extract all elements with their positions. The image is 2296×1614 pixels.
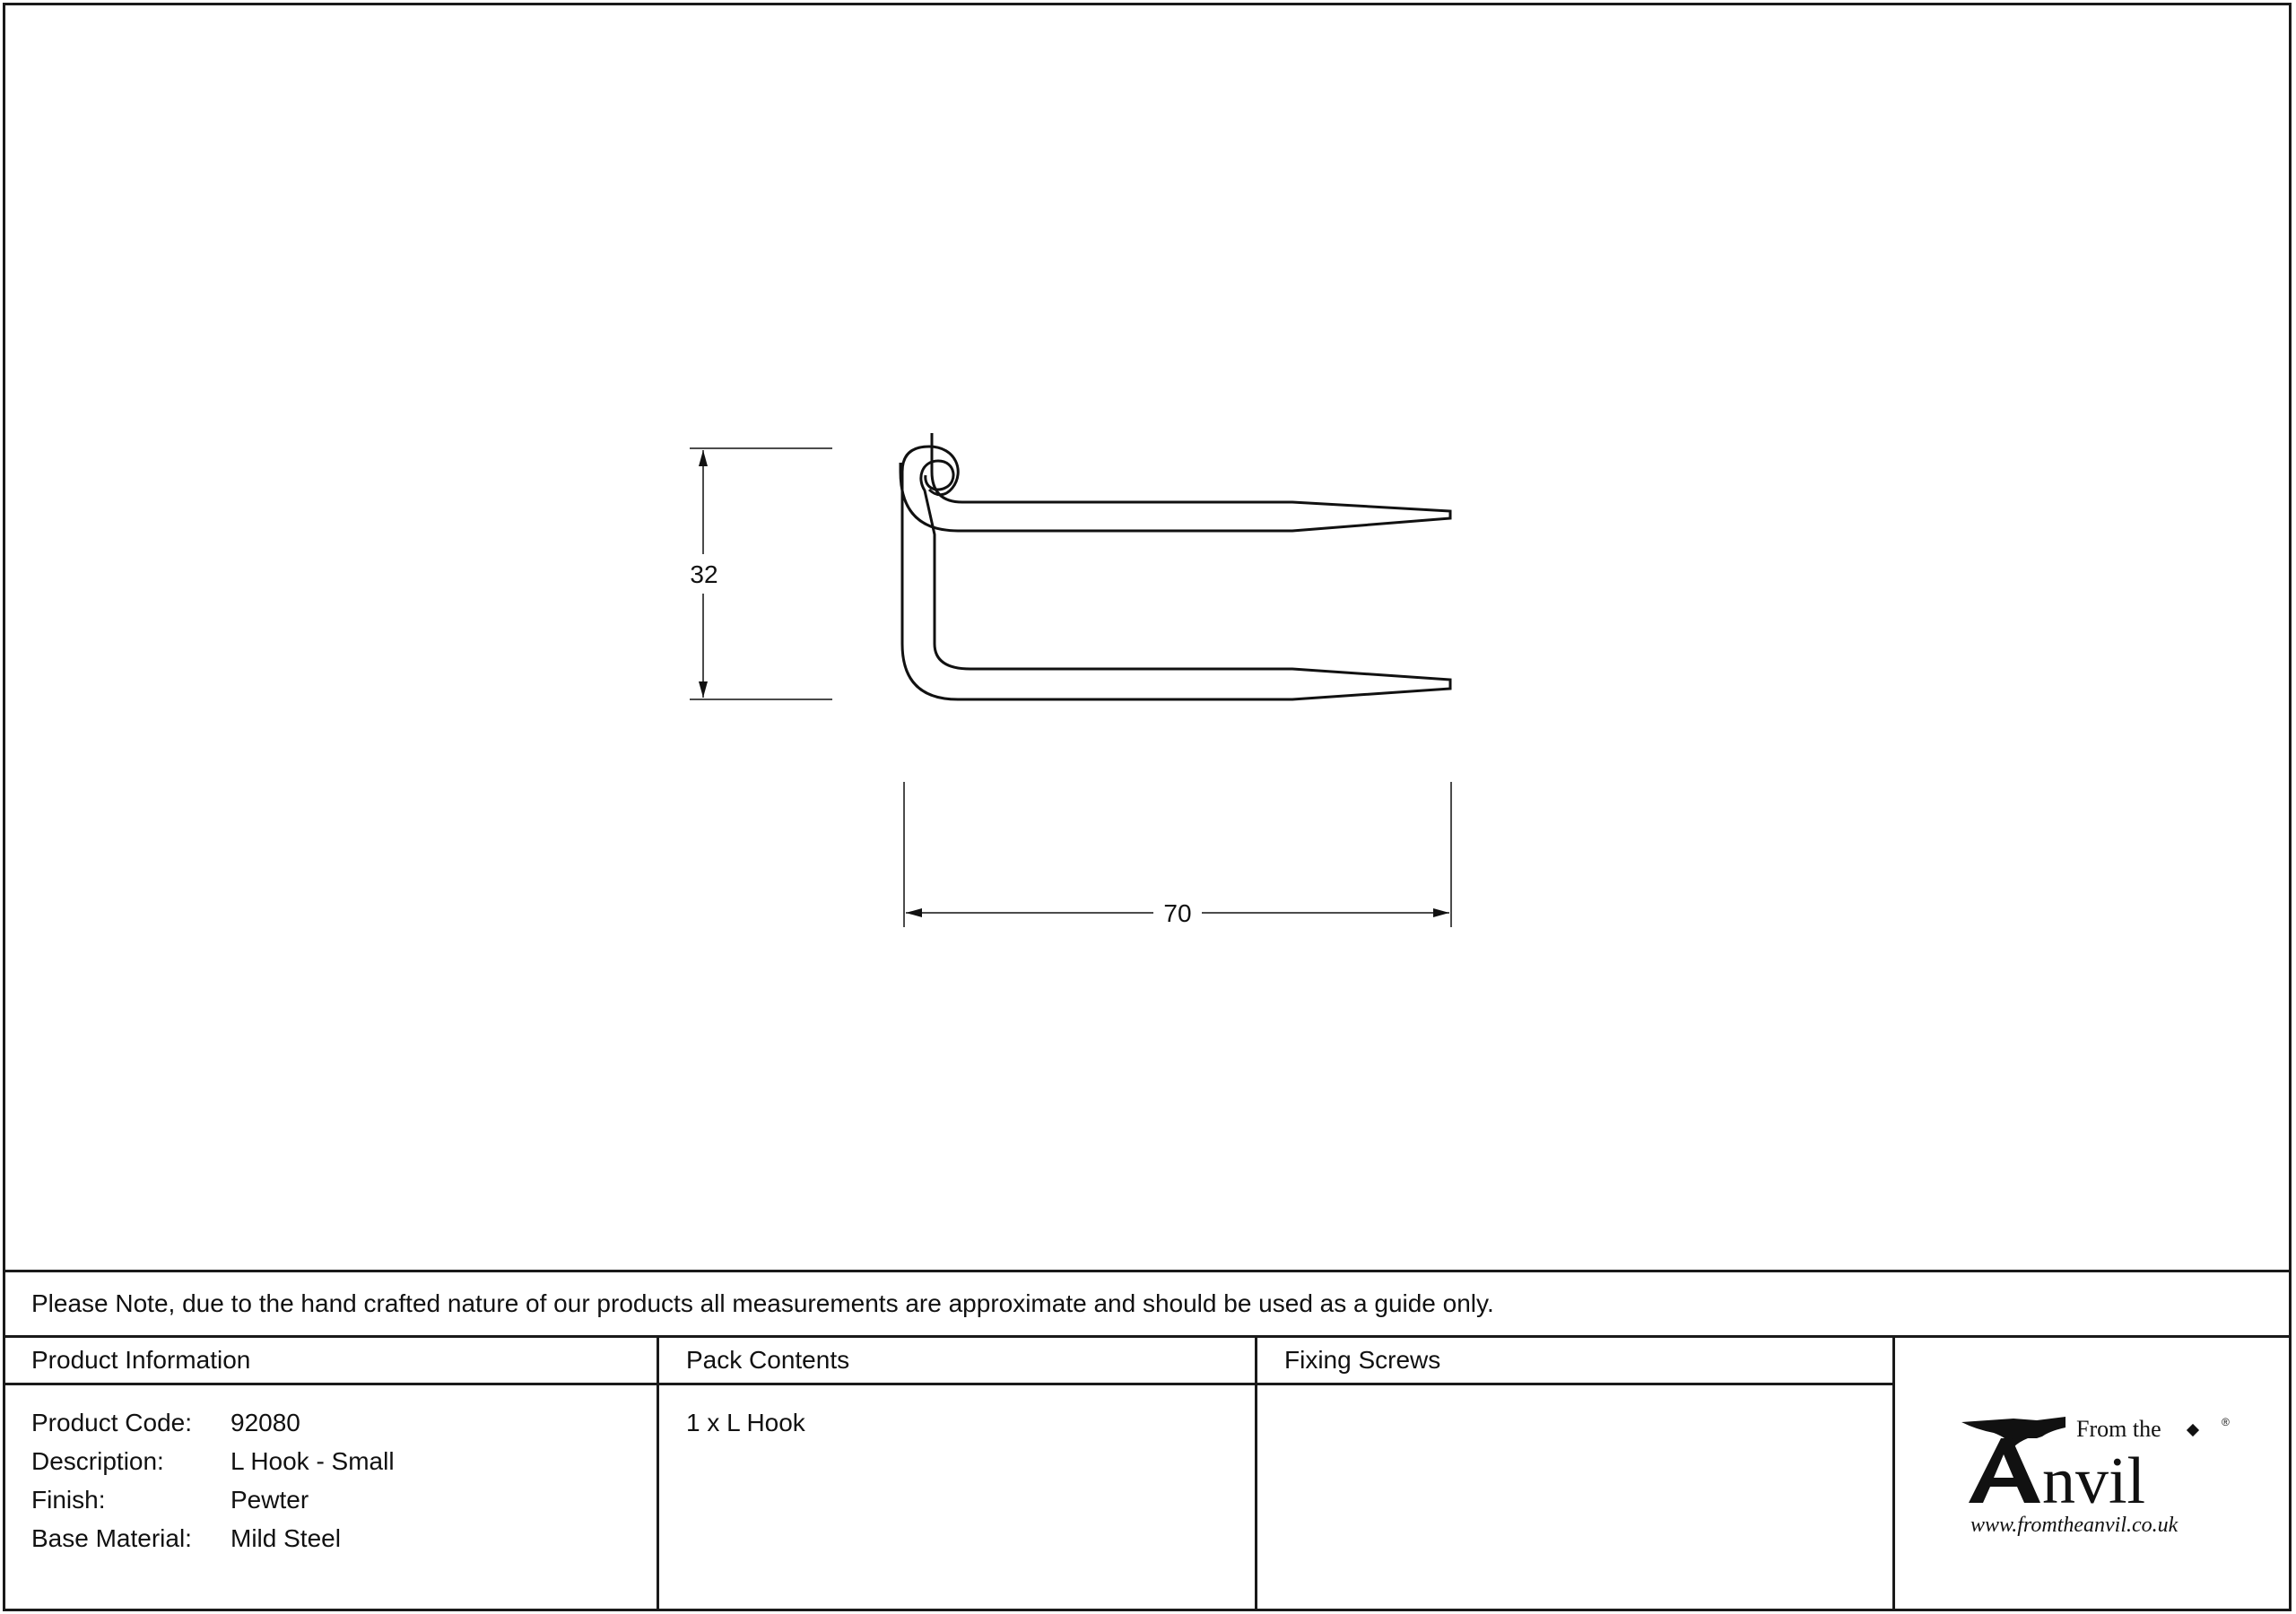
logo-from-the: From the — [2076, 1416, 2161, 1442]
product-information-body — [5, 1385, 657, 1575]
logo-url: www.fromtheanvil.co.uk — [1970, 1514, 2179, 1537]
spec-key: Finish: — [31, 1486, 106, 1514]
l-hook-drawing — [5, 5, 2289, 1270]
height-dimension-label: 32 — [690, 560, 718, 588]
product-information-panel — [5, 1338, 659, 1609]
logo-panel — [1895, 1338, 2289, 1609]
from-the-anvil-logo — [1960, 1411, 2238, 1546]
hook-body — [900, 433, 1450, 531]
logo-wordmark-rest: nvil — [2042, 1445, 2146, 1518]
spec-row-base-material — [31, 1519, 631, 1558]
spec-value: Pewter — [230, 1486, 309, 1514]
measurement-note: Please Note, due to the hand crafted nature of our products all measurements are approximate and should be used as a guide only. — [5, 1270, 2289, 1338]
pack-contents-panel — [659, 1338, 1257, 1609]
spec-value: L Hook - Small — [230, 1447, 395, 1475]
spec-key: Base Material: — [31, 1524, 192, 1552]
pack-item: 1 x L Hook — [686, 1409, 805, 1436]
technical-drawing-sheet — [3, 3, 2292, 1611]
anvil-logo-graphic — [1960, 1411, 2238, 1546]
pack-contents-heading: Pack Contents — [659, 1338, 1255, 1385]
spec-row-finish — [31, 1480, 631, 1519]
pack-contents-body — [659, 1385, 1255, 1460]
hook-outline — [900, 468, 1450, 531]
spec-key: Product Code: — [31, 1409, 192, 1436]
width-dimension-label: 70 — [1163, 899, 1192, 927]
spec-value: 92080 — [230, 1409, 300, 1436]
hook-profile — [902, 447, 958, 644]
diamond-icon — [2187, 1424, 2199, 1436]
fixing-screws-heading: Fixing Screws — [1257, 1338, 1892, 1385]
hook-inner-bend — [902, 644, 1450, 699]
spec-row-description — [31, 1442, 631, 1480]
spec-value: Mild Steel — [230, 1524, 341, 1552]
fixing-screws-body — [1257, 1385, 1892, 1421]
width-arrow-left — [906, 908, 922, 917]
fixing-screws-panel — [1257, 1338, 1895, 1609]
width-arrow-right — [1433, 908, 1449, 917]
product-information-heading: Product Information — [5, 1338, 657, 1385]
height-arrow-bottom — [699, 681, 708, 698]
spec-key: Description: — [31, 1447, 164, 1475]
logo-registered-mark: ® — [2222, 1416, 2230, 1428]
drawing-area — [5, 5, 2289, 1270]
height-arrow-top — [699, 450, 708, 466]
spec-row-product-code — [31, 1403, 631, 1442]
